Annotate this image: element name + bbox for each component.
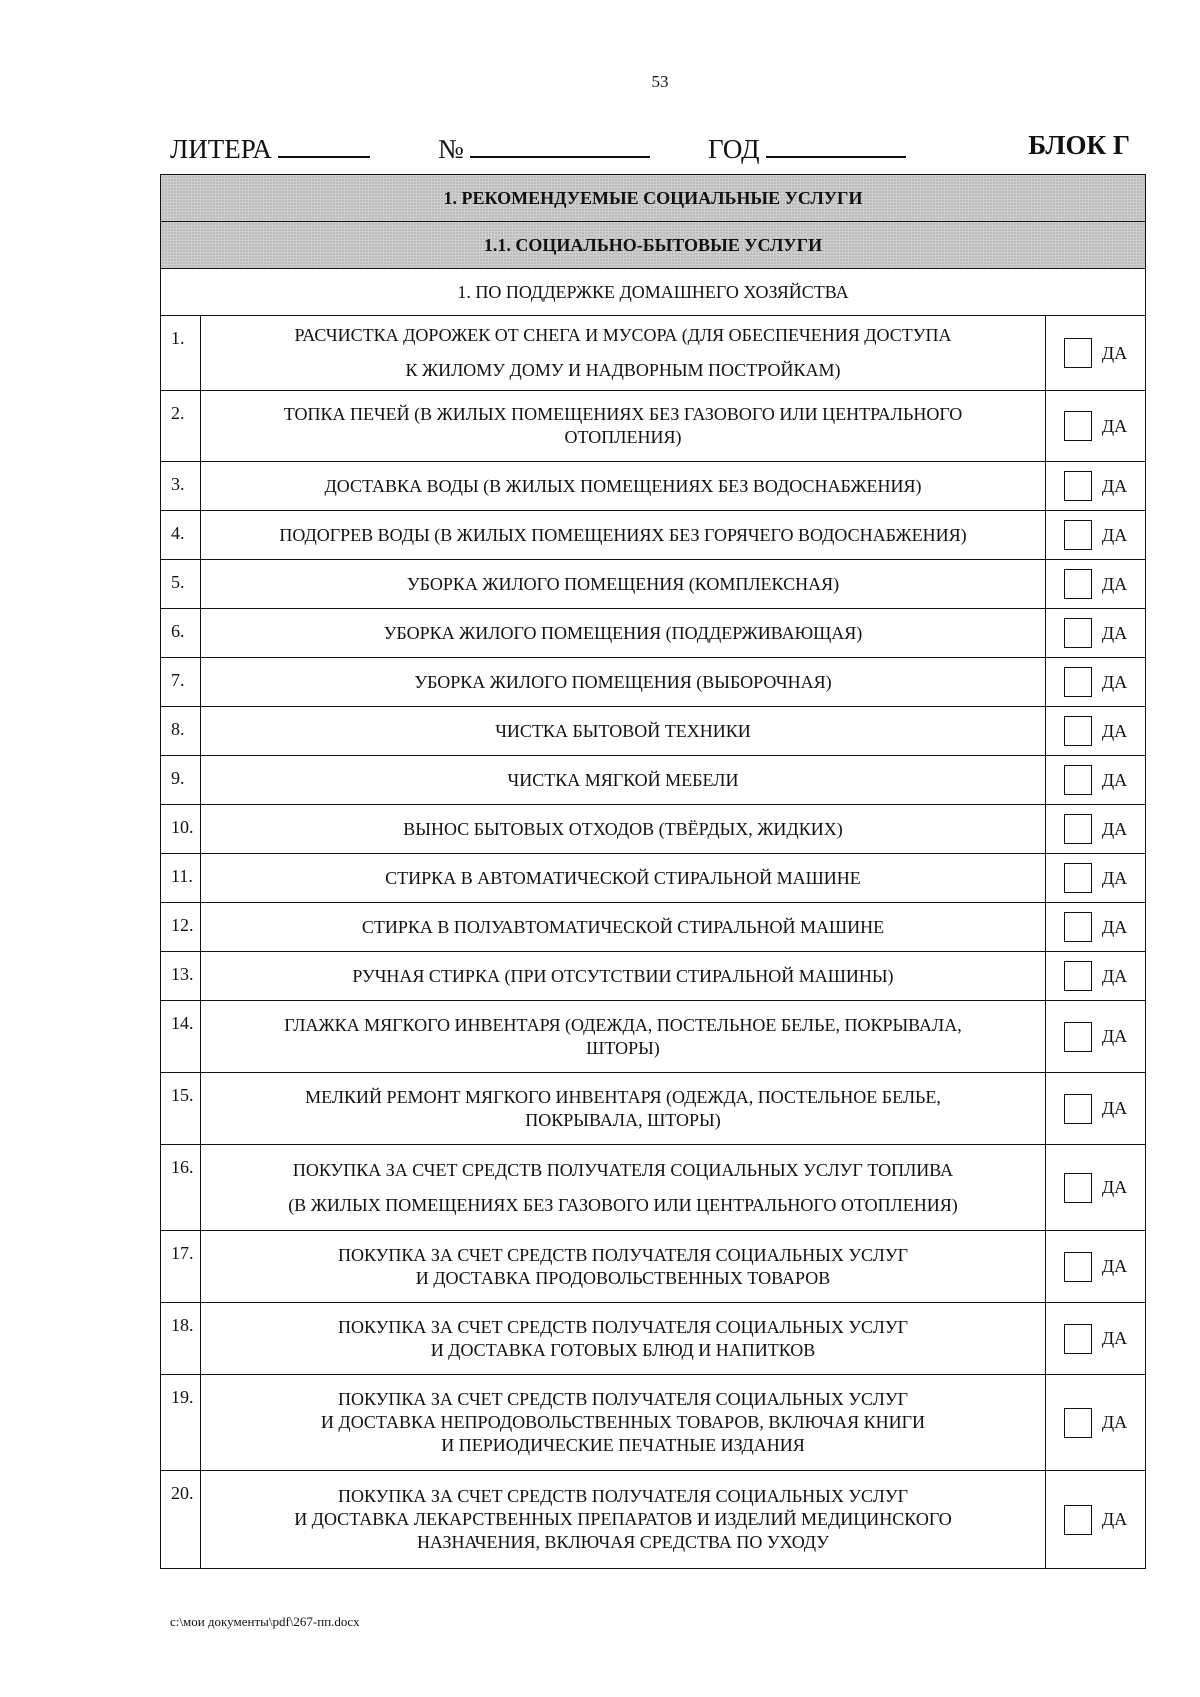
yes-cell (1045, 903, 1145, 952)
yes-option (1046, 1094, 1145, 1124)
table-row (161, 391, 1146, 462)
number-field (438, 130, 650, 165)
yes-option (1046, 1173, 1145, 1203)
table-row (161, 707, 1146, 756)
item-description-line: ОТОПЛЕНИЯ) (564, 427, 682, 447)
item-description-line: ЧИСТКА МЯГКОЙ МЕБЕЛИ (507, 769, 739, 790)
item-description (201, 609, 1046, 658)
item-description-line: ПОКУПКА ЗА СЧЕТ СРЕДСТВ ПОЛУЧАТЕЛЯ СОЦИАЛЬНЫХ УСЛУГ ТОПЛИВА (292, 1159, 954, 1180)
yes-label: ДА (1101, 1026, 1128, 1046)
item-description (201, 1303, 1046, 1375)
item-description-line: ЧИСТКА БЫТОВОЙ ТЕХНИКИ (495, 720, 751, 741)
item-description-line: ДОСТАВКА ВОДЫ (В ЖИЛЫХ ПОМЕЩЕНИЯХ БЕЗ ВОДОСНАБЖЕНИЯ) (324, 475, 922, 496)
yes-checkbox[interactable] (1064, 814, 1092, 844)
item-description-line: И ДОСТАВКА ГОТОВЫХ БЛЮД И НАПИТКОВ (430, 1339, 816, 1360)
yes-label: ДА (1101, 769, 1128, 790)
item-description (201, 1145, 1046, 1231)
item-number: 6. (161, 609, 201, 658)
yes-option (1046, 716, 1145, 746)
item-number: 7. (161, 658, 201, 707)
item-description-line: СТИРКА В ПОЛУАВТОМАТИЧЕСКОЙ СТИРАЛЬНОЙ МАШИНЕ (361, 916, 885, 937)
yes-label: ДА (1101, 342, 1128, 363)
item-description-line: ПОДОГРЕВ ВОДЫ (В ЖИЛЫХ ПОМЕЩЕНИЯХ БЕЗ ГОРЯЧЕГО ВОДОСНАБЖЕНИЯ) (279, 524, 967, 545)
yes-option (1046, 1324, 1145, 1354)
yes-label: ДА (1101, 1177, 1128, 1197)
table-row (161, 1303, 1146, 1375)
item-description (201, 391, 1046, 462)
yes-cell (1045, 391, 1145, 462)
item-description (201, 805, 1046, 854)
yes-checkbox[interactable] (1064, 1408, 1092, 1438)
yes-option (1046, 520, 1145, 550)
yes-label: ДА (1101, 671, 1128, 692)
item-description-line: И ПЕРИОДИЧЕСКИЕ ПЕЧАТНЫЕ ИЗДАНИЯ (441, 1435, 805, 1455)
services-table (160, 174, 1146, 1569)
yes-label: ДА (1101, 524, 1128, 545)
yes-option (1046, 1022, 1145, 1052)
group-row (161, 269, 1146, 316)
item-number: 9. (161, 756, 201, 805)
table-row (161, 1375, 1146, 1471)
yes-option (1046, 1408, 1145, 1438)
section-row (161, 175, 1146, 222)
subsection-row (161, 222, 1146, 269)
item-description-line: ПОКУПКА ЗА СЧЕТ СРЕДСТВ ПОЛУЧАТЕЛЯ СОЦИАЛЬНЫХ УСЛУГ (337, 1244, 908, 1265)
yes-cell (1045, 756, 1145, 805)
year-field (708, 130, 906, 165)
item-description-line: И ДОСТАВКА ПРОДОВОЛЬСТВЕННЫХ ТОВАРОВ (415, 1267, 831, 1288)
item-number: 12. (161, 903, 201, 952)
item-description (201, 1001, 1046, 1073)
yes-checkbox[interactable] (1064, 411, 1092, 441)
item-number: 5. (161, 560, 201, 609)
yes-cell (1045, 1073, 1145, 1145)
yes-label: ДА (1101, 1509, 1128, 1529)
form-header (170, 130, 1130, 170)
yes-cell (1045, 609, 1145, 658)
item-description-line: СТИРКА В АВТОМАТИЧЕСКОЙ СТИРАЛЬНОЙ МАШИНЕ (385, 867, 861, 888)
item-description-line: ПОКУПКА ЗА СЧЕТ СРЕДСТВ ПОЛУЧАТЕЛЯ СОЦИАЛЬНЫХ УСЛУГ (337, 1389, 908, 1409)
item-number: 14. (161, 1001, 201, 1073)
yes-checkbox[interactable] (1064, 1094, 1092, 1124)
item-number: 18. (161, 1303, 201, 1375)
number-label: № (438, 134, 464, 164)
item-description-line: ПОКРЫВАЛА, ШТОРЫ) (525, 1109, 721, 1130)
page-number: 53 (651, 72, 669, 91)
yes-checkbox[interactable] (1064, 961, 1092, 991)
table-row (161, 1001, 1146, 1073)
item-description (201, 316, 1046, 391)
item-description (201, 1073, 1046, 1145)
item-description (201, 511, 1046, 560)
item-description-line: ПОКУПКА ЗА СЧЕТ СРЕДСТВ ПОЛУЧАТЕЛЯ СОЦИАЛЬНЫХ УСЛУГ (337, 1316, 908, 1337)
yes-checkbox[interactable] (1064, 520, 1092, 550)
item-description (201, 903, 1046, 952)
table-row (161, 560, 1146, 609)
year-blank[interactable] (766, 130, 906, 158)
yes-option (1046, 814, 1145, 844)
yes-option (1046, 961, 1145, 991)
yes-checkbox[interactable] (1064, 716, 1092, 746)
table-row (161, 903, 1146, 952)
block-label: БЛОК Г (1028, 130, 1130, 160)
yes-checkbox[interactable] (1064, 471, 1092, 501)
item-description-line: ПОКУПКА ЗА СЧЕТ СРЕДСТВ ПОЛУЧАТЕЛЯ СОЦИАЛЬНЫХ УСЛУГ (337, 1486, 908, 1506)
item-number: 15. (161, 1073, 201, 1145)
yes-checkbox[interactable] (1064, 1173, 1092, 1203)
item-description-line: К ЖИЛОМУ ДОМУ И НАДВОРНЫМ ПОСТРОЙКАМ) (405, 360, 841, 380)
item-description (201, 1375, 1046, 1471)
item-description-line: МЕЛКИЙ РЕМОНТ МЯГКОГО ИНВЕНТАРЯ (ОДЕЖДА, ПОСТЕЛЬНОЕ БЕЛЬЕ, (305, 1086, 941, 1107)
table-row (161, 756, 1146, 805)
yes-checkbox[interactable] (1064, 912, 1092, 942)
yes-option (1046, 569, 1145, 599)
item-number: 19. (161, 1375, 201, 1471)
table-row (161, 854, 1146, 903)
yes-checkbox[interactable] (1064, 338, 1092, 368)
table-row (161, 511, 1146, 560)
yes-label: ДА (1101, 916, 1128, 937)
yes-label: ДА (1101, 818, 1128, 839)
table-row (161, 609, 1146, 658)
yes-cell (1045, 952, 1145, 1001)
yes-cell (1045, 1145, 1145, 1231)
yes-label: ДА (1101, 1098, 1128, 1118)
yes-option (1046, 1505, 1145, 1535)
table-row (161, 658, 1146, 707)
yes-label: ДА (1101, 1412, 1128, 1432)
item-number: 2. (161, 391, 201, 462)
yes-cell (1045, 560, 1145, 609)
yes-cell (1045, 658, 1145, 707)
item-description-line: НАЗНАЧЕНИЯ, ВКЛЮЧАЯ СРЕДСТВА ПО УХОДУ (416, 1532, 830, 1552)
yes-checkbox[interactable] (1064, 863, 1092, 893)
yes-label: ДА (1101, 1328, 1128, 1348)
yes-cell (1045, 1471, 1145, 1569)
item-description-line: ВЫНОС БЫТОВЫХ ОТХОДОВ (ТВЁРДЫХ, ЖИДКИХ) (403, 818, 843, 839)
yes-label: ДА (1101, 867, 1128, 888)
yes-option (1046, 667, 1145, 697)
yes-cell (1045, 511, 1145, 560)
yes-option (1046, 1252, 1145, 1282)
item-number: 3. (161, 462, 201, 511)
subsection-title: 1.1. СОЦИАЛЬНО-БЫТОВЫЕ УСЛУГИ (161, 222, 1146, 269)
yes-label: ДА (1101, 622, 1128, 643)
item-description-line: (В ЖИЛЫХ ПОМЕЩЕНИЯХ БЕЗ ГАЗОВОГО ИЛИ ЦЕНТРАЛЬНОГО ОТОПЛЕНИЯ) (288, 1194, 958, 1215)
section-title: 1. РЕКОМЕНДУЕМЫЕ СОЦИАЛЬНЫЕ УСЛУГИ (161, 175, 1146, 222)
item-number: 1. (161, 316, 201, 391)
table-row (161, 952, 1146, 1001)
item-description-line: ШТОРЫ) (586, 1037, 660, 1058)
yes-checkbox[interactable] (1064, 667, 1092, 697)
yes-label: ДА (1101, 720, 1128, 741)
item-description-line: УБОРКА ЖИЛОГО ПОМЕЩЕНИЯ (ПОДДЕРЖИВАЮЩАЯ) (383, 622, 863, 643)
item-description-line: РУЧНАЯ СТИРКА (ПРИ ОТСУТСТВИИ СТИРАЛЬНОЙ МАШИНЫ) (352, 965, 894, 986)
item-number: 8. (161, 707, 201, 756)
item-description (201, 854, 1046, 903)
item-description (201, 1231, 1046, 1303)
yes-cell (1045, 1375, 1145, 1471)
year-label: ГОД (708, 134, 760, 164)
yes-checkbox[interactable] (1064, 1324, 1092, 1354)
item-description-line: ГЛАЖКА МЯГКОГО ИНВЕНТАРЯ (ОДЕЖДА, ПОСТЕЛЬНОЕ БЕЛЬЕ, ПОКРЫВАЛА, (284, 1014, 962, 1035)
item-number: 13. (161, 952, 201, 1001)
item-number: 20. (161, 1471, 201, 1569)
item-description-line: УБОРКА ЖИЛОГО ПОМЕЩЕНИЯ (ВЫБОРОЧНАЯ) (414, 671, 832, 692)
yes-cell (1045, 1001, 1145, 1073)
yes-cell (1045, 854, 1145, 903)
yes-label: ДА (1101, 573, 1128, 594)
item-description (201, 462, 1046, 511)
yes-option (1046, 618, 1145, 648)
item-description-line: И ДОСТАВКА ЛЕКАРСТВЕННЫХ ПРЕПАРАТОВ И ИЗДЕЛИЙ МЕДИЦИНСКОГО (294, 1509, 952, 1529)
number-blank[interactable] (470, 130, 650, 158)
footer-file-path: c:\мои документы\pdf\267-пп.docx (170, 1614, 360, 1629)
yes-cell (1045, 462, 1145, 511)
table-row (161, 805, 1146, 854)
table-row (161, 1471, 1146, 1569)
yes-checkbox[interactable] (1064, 1022, 1092, 1052)
yes-option (1046, 338, 1145, 368)
item-number: 4. (161, 511, 201, 560)
item-description-line: И ДОСТАВКА НЕПРОДОВОЛЬСТВЕННЫХ ТОВАРОВ, ВКЛЮЧАЯ КНИГИ (320, 1412, 926, 1432)
item-description (201, 658, 1046, 707)
table-row (161, 1231, 1146, 1303)
table-row (161, 462, 1146, 511)
yes-cell (1045, 1303, 1145, 1375)
yes-cell (1045, 707, 1145, 756)
yes-option (1046, 411, 1145, 441)
yes-label: ДА (1101, 475, 1128, 496)
group-title: 1. ПО ПОДДЕРЖКЕ ДОМАШНЕГО ХОЗЯЙСТВА (161, 269, 1146, 316)
yes-checkbox[interactable] (1064, 1505, 1092, 1535)
item-description (201, 560, 1046, 609)
yes-label: ДА (1101, 1256, 1128, 1276)
item-number: 11. (161, 854, 201, 903)
yes-checkbox[interactable] (1064, 765, 1092, 795)
item-number: 10. (161, 805, 201, 854)
yes-option (1046, 765, 1145, 795)
yes-cell (1045, 805, 1145, 854)
item-description (201, 756, 1046, 805)
litera-label: ЛИТЕРА (170, 134, 272, 164)
yes-checkbox[interactable] (1064, 618, 1092, 648)
yes-label: ДА (1101, 965, 1128, 986)
yes-cell (1045, 1231, 1145, 1303)
item-description (201, 952, 1046, 1001)
yes-checkbox[interactable] (1064, 1252, 1092, 1282)
yes-option (1046, 863, 1145, 893)
litera-blank[interactable] (278, 130, 370, 158)
item-description (201, 1471, 1046, 1569)
litera-field (170, 130, 370, 165)
yes-option (1046, 471, 1145, 501)
item-number: 17. (161, 1231, 201, 1303)
yes-option (1046, 912, 1145, 942)
item-description-line: ТОПКА ПЕЧЕЙ (В ЖИЛЫХ ПОМЕЩЕНИЯХ БЕЗ ГАЗОВОГО ИЛИ ЦЕНТРАЛЬНОГО (283, 404, 963, 424)
yes-checkbox[interactable] (1064, 569, 1092, 599)
yes-cell (1045, 316, 1145, 391)
table-row (161, 1073, 1146, 1145)
item-number: 16. (161, 1145, 201, 1231)
item-description (201, 707, 1046, 756)
item-description-line: УБОРКА ЖИЛОГО ПОМЕЩЕНИЯ (КОМПЛЕКСНАЯ) (406, 573, 840, 594)
yes-label: ДА (1101, 415, 1128, 436)
item-description-line: РАСЧИСТКА ДОРОЖЕК ОТ СНЕГА И МУСОРА (ДЛЯ ОБЕСПЕЧЕНИЯ ДОСТУПА (294, 325, 952, 345)
table-row (161, 316, 1146, 391)
table-row (161, 1145, 1146, 1231)
